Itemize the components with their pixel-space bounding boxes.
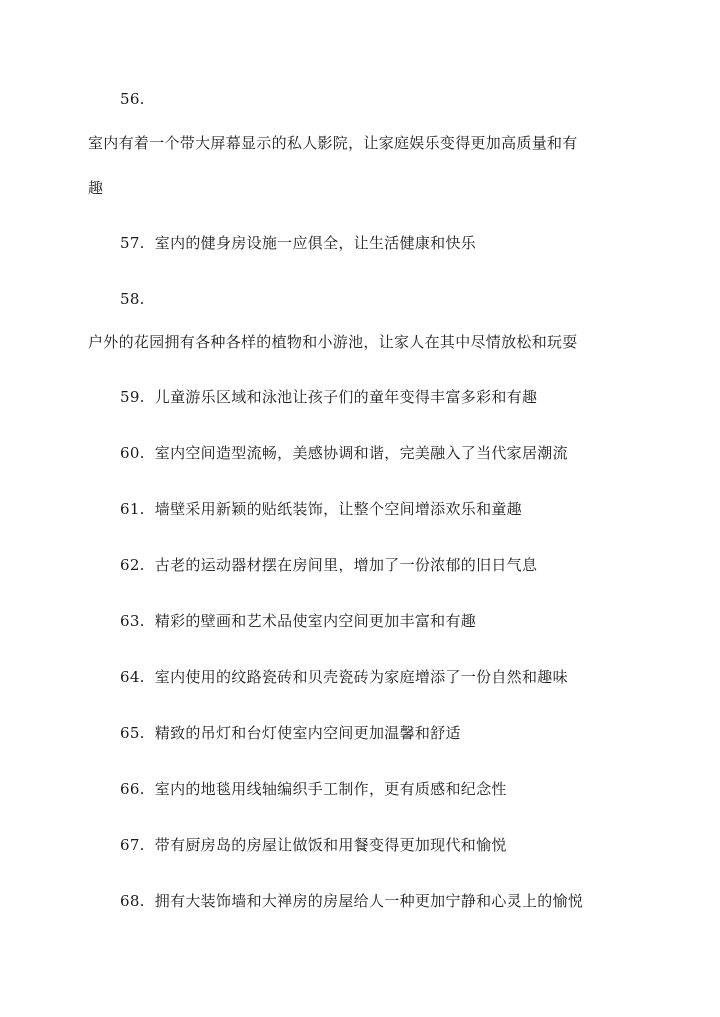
item-58-text-line-1: 户外的花园拥有各种各样的植物和小游池，让家人在其中尽情放松和玩耍 [88, 333, 578, 351]
item-65-text: 精致的吊灯和台灯使室内空间更加温馨和舒适 [154, 724, 461, 742]
item-57 [120, 233, 476, 253]
item-66 [120, 779, 507, 799]
item-62 [120, 555, 537, 575]
item-67-text: 带有厨房岛的房屋让做饭和用餐变得更加现代和愉悦 [154, 836, 507, 854]
item-56-text-line-2: 趣 [88, 179, 104, 197]
item-68-number: 68. [120, 892, 145, 910]
item-56-text-line-1: 室内有着一个带大屏幕显示的私人影院，让家庭娱乐变得更加高质量和有 [88, 134, 578, 152]
item-60-number: 60. [120, 444, 145, 462]
item-59 [120, 387, 537, 407]
item-61-text: 墙壁采用新颖的贴纸装饰，让整个空间增添欢乐和童趣 [154, 500, 522, 518]
item-62-number: 62. [120, 556, 145, 574]
item-58-number: 58. [120, 290, 145, 308]
item-61 [120, 499, 522, 519]
item-64-text: 室内使用的纹路瓷砖和贝壳瓷砖为家庭增添了一份自然和趣味 [154, 668, 568, 686]
item-65-number: 65. [120, 724, 145, 742]
item-66-text: 室内的地毯用线轴编织手工制作，更有质感和纪念性 [154, 780, 507, 798]
item-68-text: 拥有大装饰墙和大禅房的房屋给人一种更加宁静和心灵上的愉悦 [154, 892, 584, 910]
item-62-text: 古老的运动器材摆在房间里，增加了一份浓郁的旧日气息 [154, 556, 538, 574]
item-57-text: 室内的健身房设施一应俱全，让生活健康和快乐 [154, 234, 477, 252]
item-64-number: 64. [120, 668, 145, 686]
item-57-number: 57. [120, 234, 145, 252]
item-61-number: 61. [120, 500, 145, 518]
item-66-number: 66. [120, 780, 145, 798]
item-64 [120, 667, 568, 687]
item-63-text: 精彩的壁画和艺术品使室内空间更加丰富和有趣 [154, 612, 477, 630]
item-60-text: 室内空间造型流畅，美感协调和谐，完美融入了当代家居潮流 [154, 444, 568, 462]
item-63-number: 63. [120, 612, 145, 630]
item-68 [120, 891, 583, 911]
item-59-number: 59. [120, 388, 145, 406]
item-56-number: 56. [120, 90, 145, 108]
item-59-text: 儿童游乐区域和泳池让孩子们的童年变得丰富多彩和有趣 [154, 388, 538, 406]
item-67 [120, 835, 507, 855]
item-60 [120, 443, 568, 463]
item-63 [120, 611, 476, 631]
item-67-number: 67. [120, 836, 145, 854]
item-65 [120, 723, 461, 743]
